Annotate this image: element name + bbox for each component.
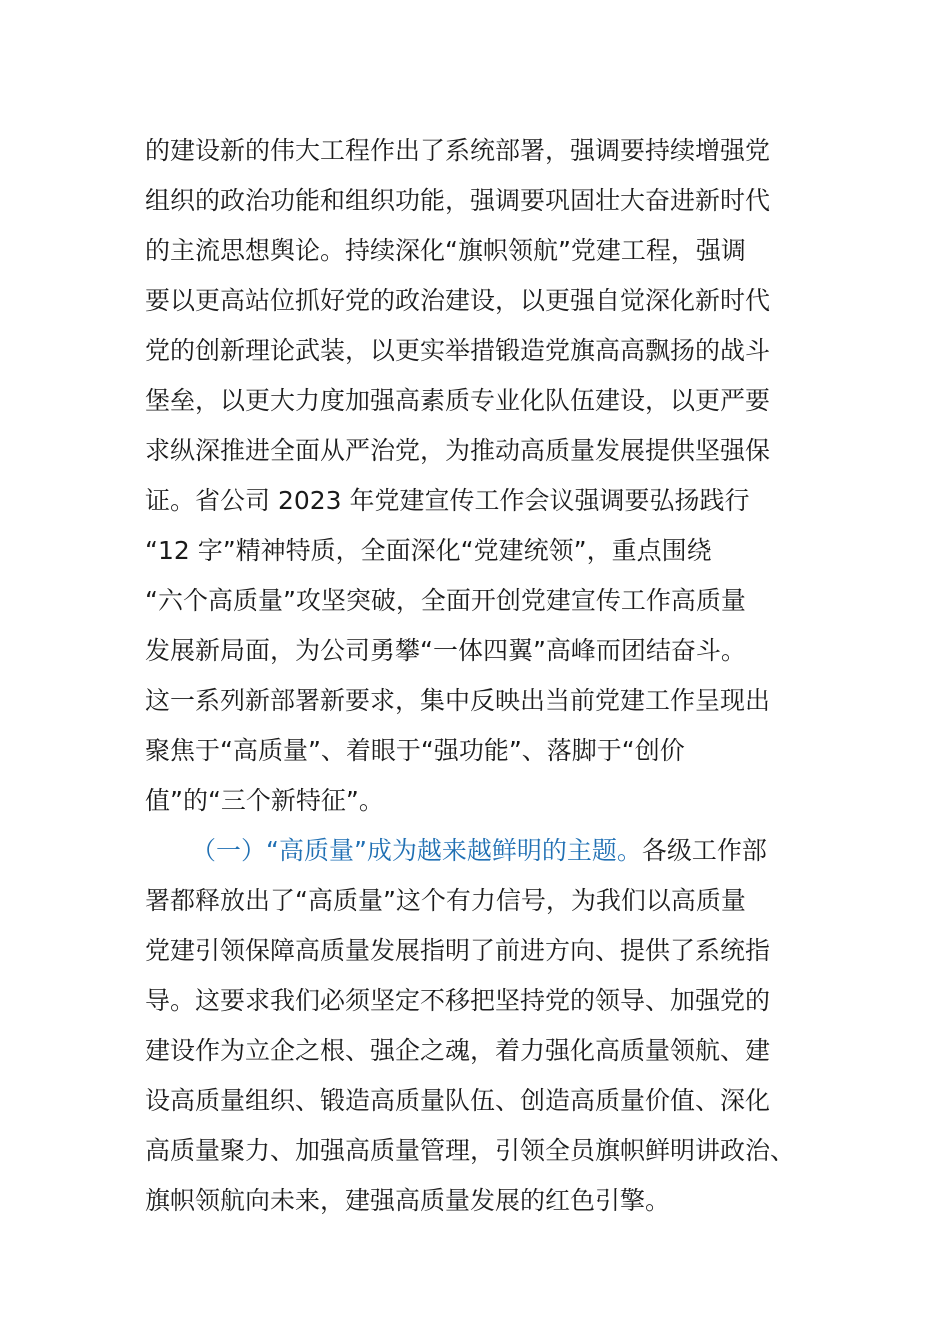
paragraph-line: 求纵深推进全面从严治党，为推动高质量发展提供坚强保: [145, 436, 771, 465]
paragraph-line: 高质量聚力、加强高质量管理，引领全员旗帜鲜明讲政治、: [145, 1136, 796, 1165]
paragraph-line: “12 字”精神特质，全面深化“党建统领”，重点围绕: [145, 536, 712, 565]
paragraph-line: 组织的政治功能和组织功能，强调要巩固壮大奋进新时代: [145, 186, 771, 215]
paragraph-line-rest: 各级工作部: [641, 836, 767, 865]
paragraph-line: “六个高质量”攻坚突破，全面开创党建宣传工作高质量: [145, 586, 746, 615]
document-body: [145, 126, 805, 1226]
paragraph-line: 设高质量组织、锻造高质量队伍、创造高质量价值、深化: [145, 1086, 771, 1115]
paragraph-line: 聚焦于“高质量”、着眼于“强功能”、落脚于“创价: [145, 736, 685, 765]
paragraph-line: 旗帜领航向未来，建强高质量发展的红色引擎。: [145, 1186, 671, 1215]
paragraph-line: 党建引领保障高质量发展指明了前进方向、提供了系统指: [145, 936, 771, 965]
paragraph-line: 的建设新的伟大工程作出了系统部署，强调要持续增强党: [145, 136, 771, 165]
paragraph-line: 值”的“三个新特征”。: [145, 786, 384, 815]
paragraph-line: 的主流思想舆论。持续深化“旗帜领航”党建工程，强调: [145, 236, 746, 265]
paragraph-line: 这一系列新部署新要求，集中反映出当前党建工作呈现出: [145, 686, 771, 715]
paragraph-line: 党的创新理论武装，以更实举措锻造党旗高高飘扬的战斗: [145, 336, 771, 365]
paragraph-line: 要以更高站位抓好党的政治建设，以更强自觉深化新时代: [145, 286, 771, 315]
paragraph-line: 堡垒，以更大力度加强高素质专业化队伍建设，以更严要: [145, 386, 771, 415]
paragraph-line: 署都释放出了“高质量”这个有力信号，为我们以高质量: [145, 886, 746, 915]
paragraph-line: 证。省公司 2023 年党建宣传工作会议强调要弘扬践行: [145, 486, 750, 515]
paragraph-line: 发展新局面，为公司勇攀“一体四翼”高峰而团结奋斗。: [145, 636, 746, 665]
paragraph-first-line: [145, 826, 805, 876]
paragraph-2: [145, 826, 805, 1226]
paragraph-1: [145, 126, 805, 826]
paragraph-line: 导。这要求我们必须坚定不移把坚持党的领导、加强党的: [145, 986, 771, 1015]
section-heading: （一）“高质量”成为越来越鲜明的主题。: [191, 836, 642, 865]
paragraph-line: 建设作为立企之根、强企之魂，着力强化高质量领航、建: [145, 1036, 771, 1065]
